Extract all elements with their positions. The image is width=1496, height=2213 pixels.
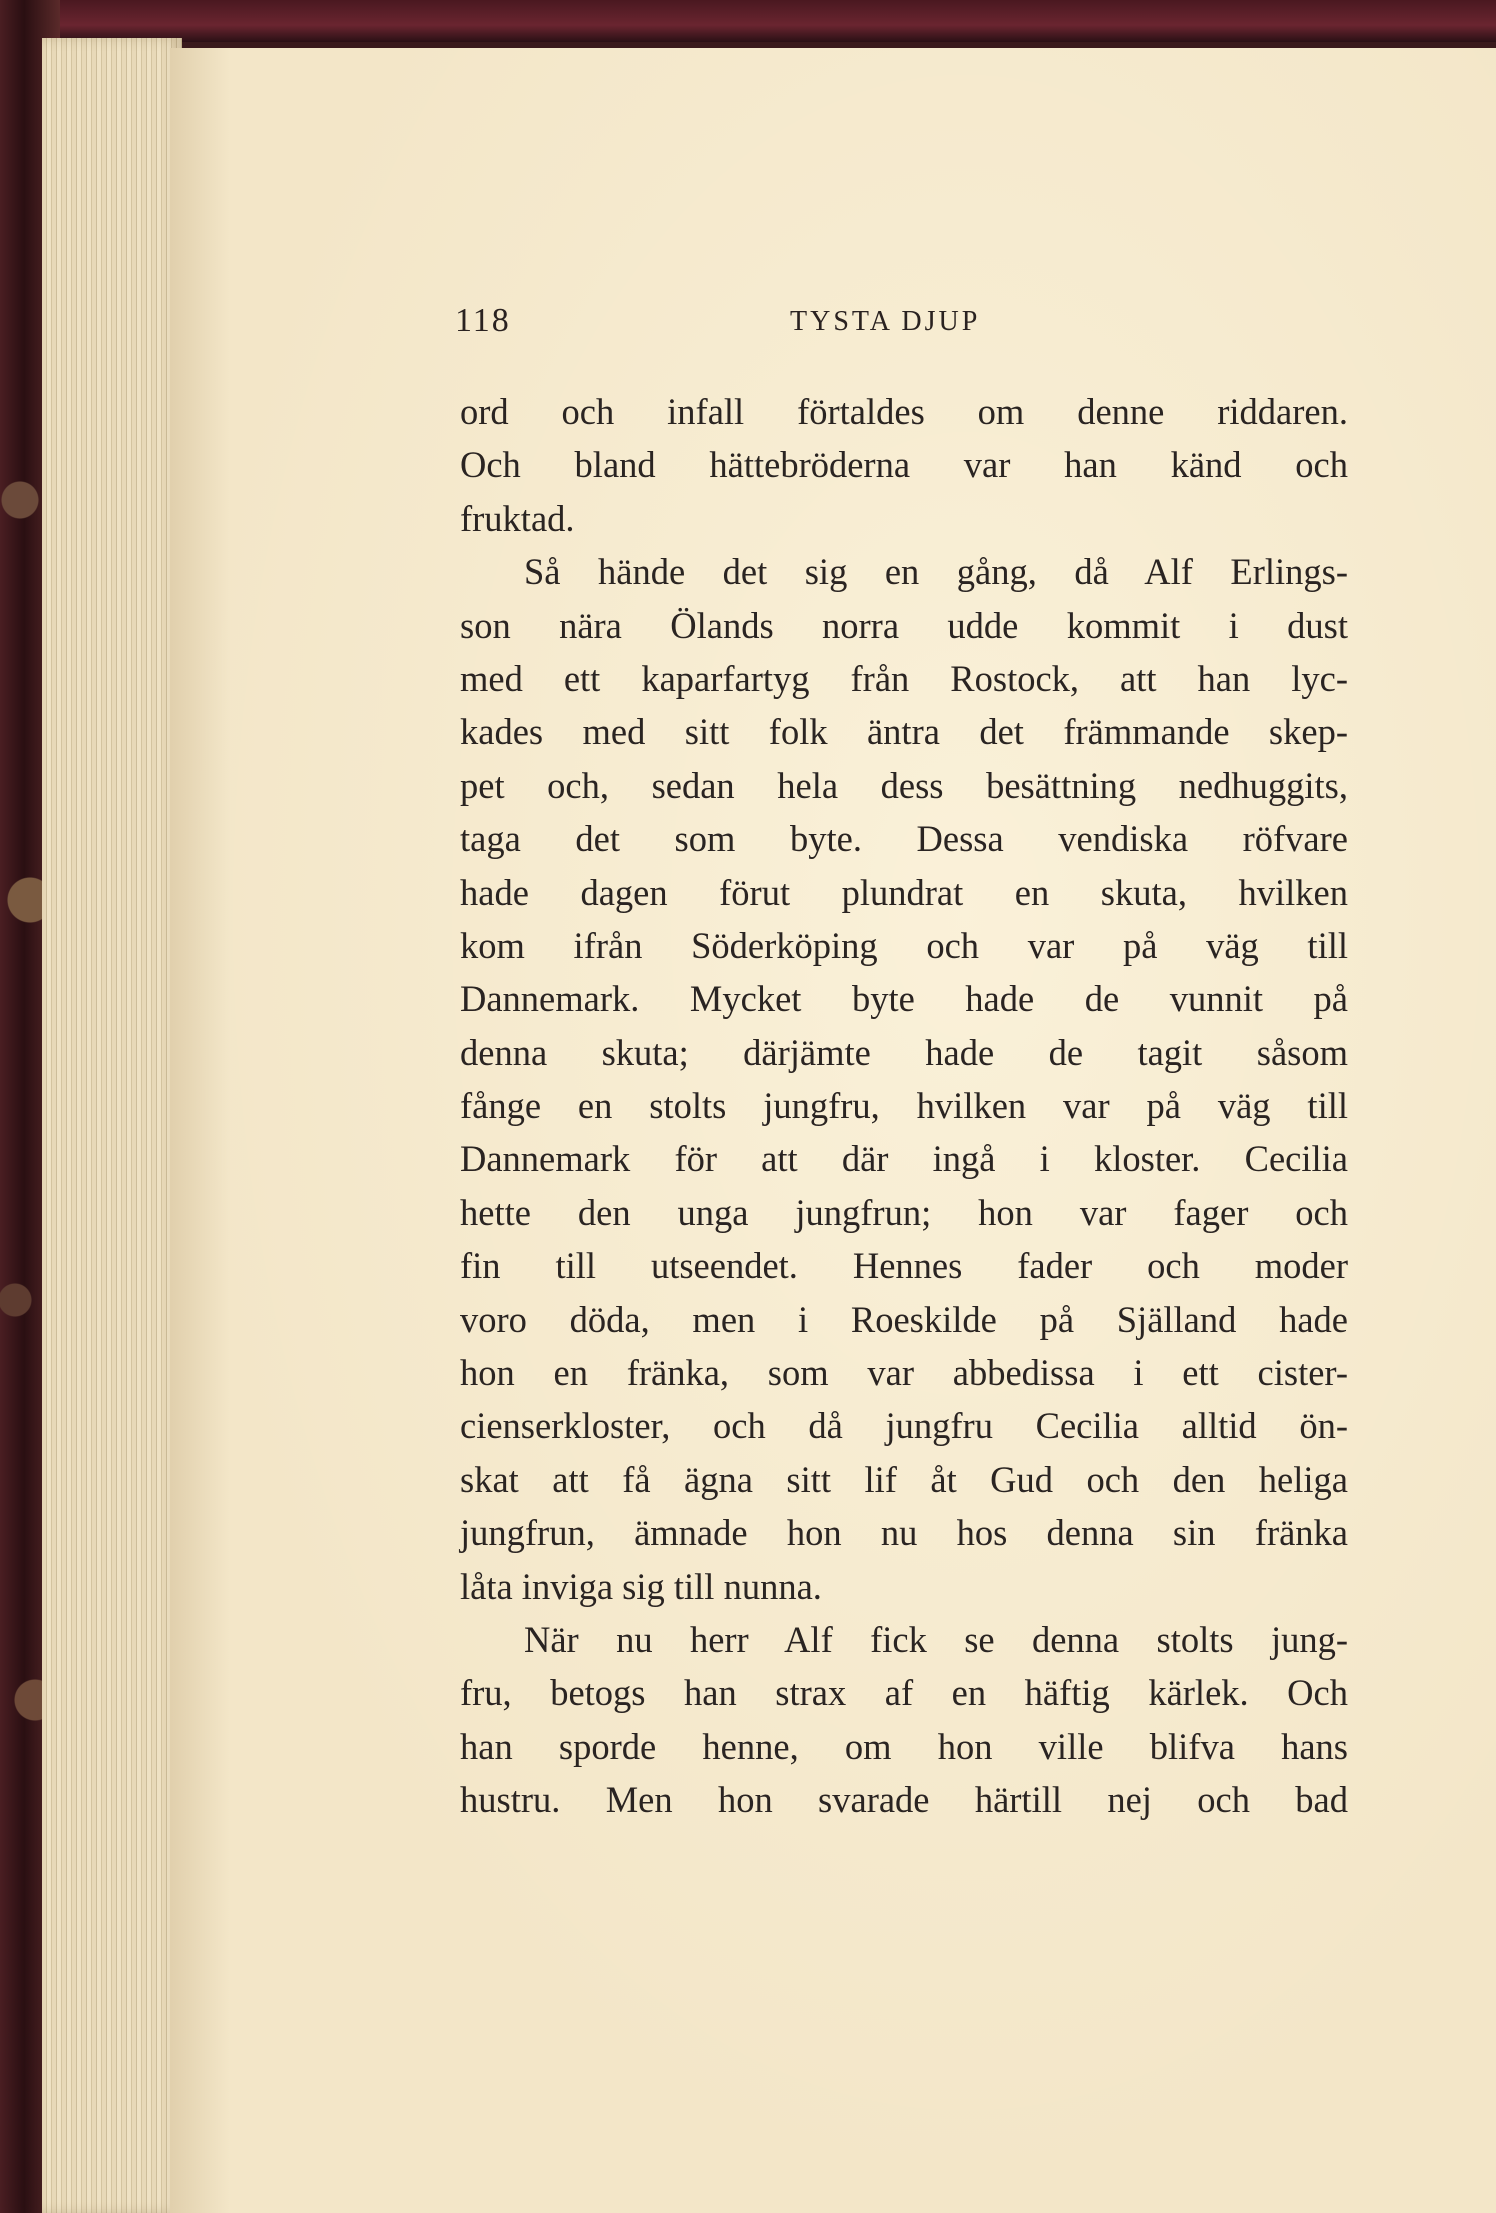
text-line: Så hände det sig en gång, då Alf Erlings- <box>524 551 1348 593</box>
body-text <box>460 385 1348 1827</box>
text-line: voro döda, men i Roeskilde på Själland hade <box>460 1298 1348 1340</box>
text-line: denna skuta; därjämte hade de tagit såsom <box>460 1031 1348 1073</box>
page-header <box>455 302 1355 352</box>
text-line: med ett kaparfartyg från Rostock, att han lyc- <box>460 657 1348 699</box>
text-line: jungfrun, ämnade hon nu hos denna sin fränka <box>460 1512 1348 1554</box>
text-line: skat att få ägna sitt lif åt Gud och den heliga <box>460 1458 1348 1500</box>
page-number: 118 <box>455 302 511 339</box>
running-title: TYSTA DJUP <box>790 306 981 337</box>
text-line: låta inviga sig till nunna. <box>460 1565 822 1607</box>
book-top-edge <box>0 0 1496 42</box>
text-line: kades med sitt folk äntra det främmande skep- <box>460 711 1348 753</box>
text-line: hon en fränka, som var abbedissa i ett cister- <box>460 1352 1348 1394</box>
page-stack-edge <box>42 38 182 2213</box>
text-line: hette den unga jungfrun; hon var fager och <box>460 1191 1348 1233</box>
text-line: fru, betogs han strax af en häftig kärlek. Och <box>460 1672 1348 1714</box>
text-line: son nära Ölands norra udde kommit i dust <box>460 604 1348 646</box>
text-line: hustru. Men hon svarade härtill nej och bad <box>460 1779 1348 1821</box>
text-line: Dannemark för att där ingå i kloster. Cecilia <box>460 1138 1348 1180</box>
text-line: hade dagen förut plundrat en skuta, hvilken <box>460 871 1348 913</box>
text-line: fruktad. <box>460 497 575 539</box>
text-line: fånge en stolts jungfru, hvilken var på väg till <box>460 1085 1348 1127</box>
text-line: han sporde henne, om hon ville blifva hans <box>460 1725 1348 1767</box>
text-line: När nu herr Alf fick se denna stolts jung- <box>524 1618 1348 1660</box>
text-line: Och bland hättebröderna var han känd och <box>460 444 1348 486</box>
text-line: ord och infall förtaldes om denne riddaren. <box>460 391 1348 432</box>
text-line: pet och, sedan hela dess besättning nedhuggits, <box>460 764 1348 806</box>
text-line: taga det som byte. Dessa vendiska röfvare <box>460 818 1348 860</box>
text-line: cienserkloster, och då jungfru Cecilia alltid ön- <box>460 1405 1348 1447</box>
text-line: Dannemark. Mycket byte hade de vunnit på <box>460 978 1348 1020</box>
text-line: fin till utseendet. Hennes fader och moder <box>460 1245 1348 1287</box>
text-line: kom ifrån Söderköping och var på väg till <box>460 924 1348 966</box>
